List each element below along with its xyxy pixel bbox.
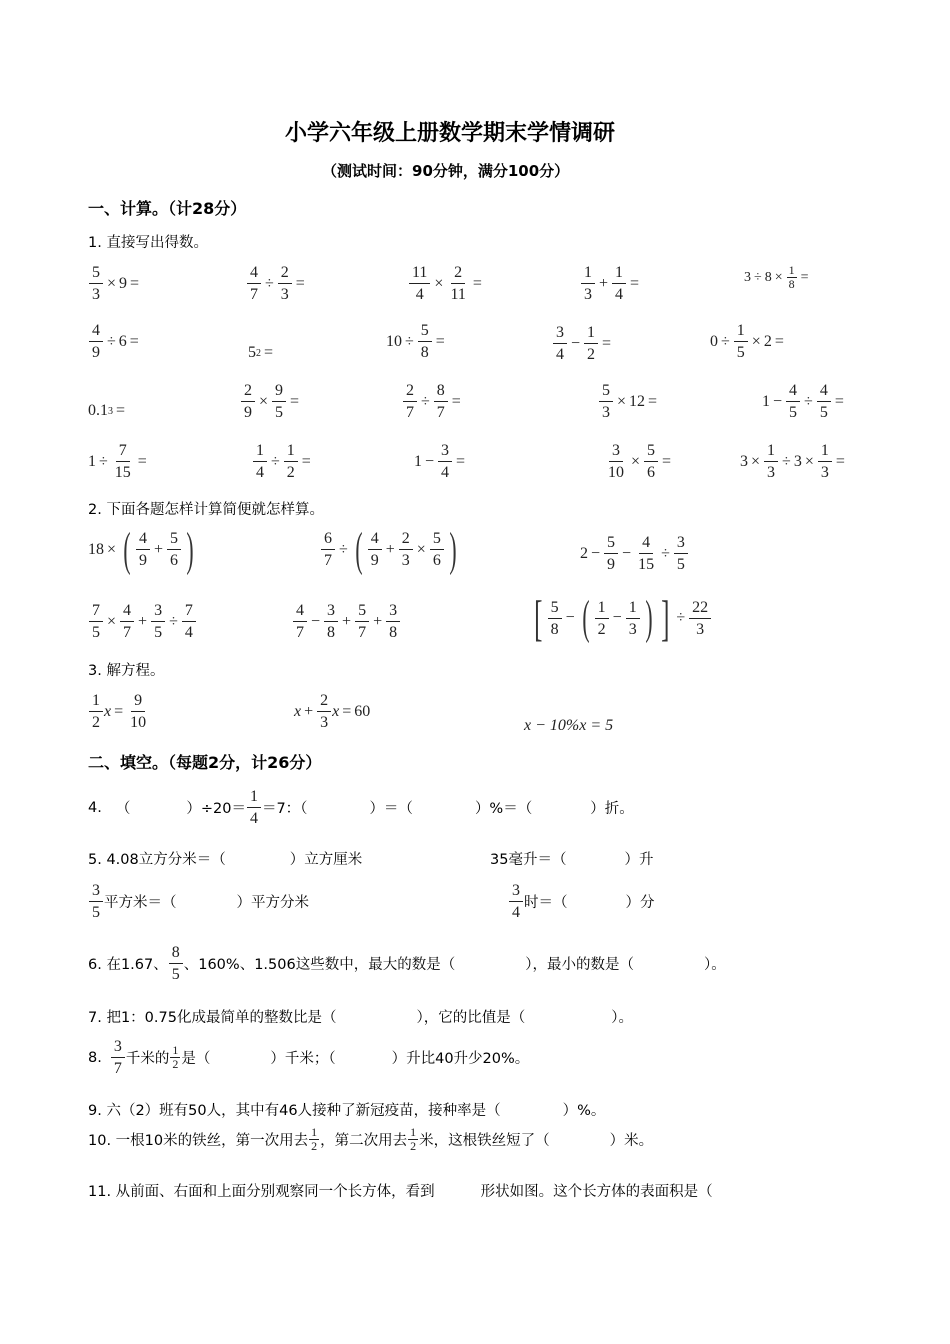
question-5c: 3 5 平方米＝（ ）平方分米 [88,880,309,923]
question-3-label: 3. 解方程。 [88,663,165,679]
section-2-heading: 二、填空。（每题2分，计26分） [88,753,322,772]
question-7: 7. 把1：0.75化成最简单的整数比是（ ），它的比值是（ ）。 [88,1010,633,1026]
question-5b: 35毫升＝（ ）升 [490,852,654,868]
calc-r3-c4: $\frac{5}{3}$ × 12 = [598,380,660,423]
calc-r4-c2: $\frac{1}{4}$ ÷ $\frac{1}{2}$ = [252,440,314,483]
calc-r3-c5: 1 − $\frac{4}{5}$ ÷ $\frac{4}{5}$ = [762,382,844,421]
calc-r4-c1: 1 ÷ $\frac{7}{15}$ = [88,442,147,481]
simplify-4: $\frac{7}{5}$ × $\frac{4}{7}$ + $\frac{3}{5}$ ÷ $\frac{7}{4}$ [88,600,197,643]
question-5a: 5. 4.08立方分米＝（ ）立方厘米 [88,852,363,868]
calc-r1-c5: 3 ÷ 8 × $\frac{1}{8}$ = [744,263,809,291]
calc-r2-c2: 5 2 = [248,344,274,361]
question-8: 8. 3 7 千米的 1 2 是（ ）千米；（ ）升比40升少20%。 [88,1038,530,1077]
question-10: 10. 一根10米的铁丝，第一次用去 1 2 ，第二次用去 1 2 米，这根铁丝短了（ ）米。 [88,1125,654,1153]
question-5d: 3 4 时＝（ ）分 [508,880,655,923]
simplify-6: [ 5 8 − ( 1 2 − $\frac{1}{3}$ ) ] ÷ $\frac{22}{3}$ [530,596,712,640]
calc-r3-c2: $\frac{2}{9}$ × $\frac{9}{5}$ = [240,380,302,423]
question-1-label: 1. 直接写出得数。 [88,235,208,251]
simplify-3: 2 − $\frac{5}{9}$ − $\frac{4}{15}$ ÷ $\frac{3}{5}$ [580,532,689,575]
equation-3: x − 10%x = 5 [524,717,614,734]
calc-r4-c5: 3 × $\frac{1}{3}$ ÷ 3 × $\frac{1}{3}$ = [740,442,845,481]
equation-2: x + $\frac{2}{3}$ x = 60 [294,692,371,731]
page-title: 小学六年级上册数学期末学情调研 [285,121,616,146]
calc-r3-c1: 0.1 3 = [88,402,126,419]
page-subtitle: （测试时间：90分钟，满分100分） [322,162,570,180]
calc-r1-c3: $\frac{11}{4}$ × $\frac{2}{11}$ = [408,262,485,305]
section-1-heading: 一、计算。（计28分） [88,199,247,218]
calc-r3-c3: $\frac{2}{7}$ ÷ $\frac{8}{7}$ = [402,380,464,423]
simplify-1: 18 × ( 4 9 + $\frac{5}{6}$ ) [88,522,194,576]
question-2-label: 2. 下面各题怎样计算简便就怎样算。 [88,502,324,518]
calc-r4-c4: $\frac{3}{10}$ × $\frac{5}{6}$ = [608,442,672,481]
simplify-5: 4 7 − $\frac{3}{8}$ + $\frac{5}{7}$ + $\frac{3}{8}$ [292,600,401,643]
question-4: 4. （ ）÷20＝ 1 4 ＝7：（ ）＝（ ）%＝（ ）折。 [88,788,634,827]
equation-1: 1 2 x = $\frac{9}{10}$ [88,690,150,733]
calc-r1-c4: 1 3 + $\frac{1}{4}$ = [580,262,642,305]
calc-r1-c1: $\frac{5}{3}$ × 9 = [88,262,142,305]
calc-r1-c2: $\frac{4}{7}$ ÷ $\frac{2}{3}$ = [246,262,308,305]
calc-r2-c4: 3 4 − $\frac{1}{2}$ = [552,322,614,365]
question-9: 9. 六（2）班有50人，其中有46人接种了新冠疫苗，接种率是（ ）%。 [88,1103,606,1119]
calc-r2-c1: $\frac{4}{9}$ ÷ 6 = [88,320,142,363]
question-6: 6. 在1.67、 8 5 、160%、1.506这些数中，最大的数是（ ），最小的数是（ ）。 [88,944,726,983]
calc-r4-c3: 1 − $\frac{3}{4}$ = [414,442,466,481]
calc-r2-c3: 10 ÷ $\frac{5}{8}$ = [386,322,445,361]
calc-r2-c5: 0 ÷ $\frac{1}{5}$ × 2 = [710,322,784,361]
simplify-2: $\frac{6}{7}$ ÷ ( 4 9 + $\frac{2}{3}$ × $\frac{5}{6}$ ) [320,528,461,571]
question-11: 11. 从前面、右面和上面分别观察同一个长方体，看到 形状如图。这个长方体的表面积是（ [88,1184,713,1200]
